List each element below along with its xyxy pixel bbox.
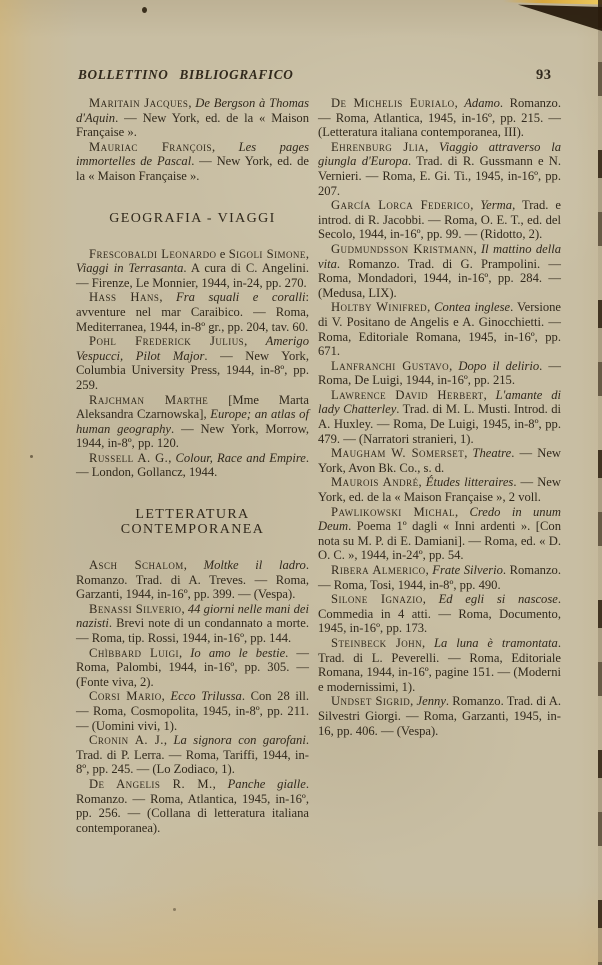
entry-imprint: , [178, 645, 191, 660]
entry-imprint: , [464, 446, 473, 461]
bibliography-entry [318, 694, 561, 738]
entry-author: Maurois André [331, 475, 419, 490]
entry-imprint: , [473, 241, 481, 256]
entry-imprint: . — London, Gollancz, 1944. [76, 450, 310, 480]
bibliography-entry [76, 290, 309, 334]
entry-author: Rajchman Marthe [89, 392, 209, 407]
entry-title: Yerma [480, 198, 513, 213]
entry-imprint: . Poema 1º dagli « Inni ardenti ». [Con nota su M. P. di E. Damiani]. — Roma, ed. « D. O. C. », 1944, in-24º, pp. 54. [318, 519, 561, 563]
entry-imprint: . Con 28 ill. — Roma, Cosmopolita, 1945, in-8º, pp. 211. — (Uomini vivi, 1). [76, 689, 310, 733]
entry-imprint: . — Roma, De Luigi, 1944, in-16º, pp. 215. [318, 358, 561, 388]
entry-title: Europe; an atlas of human geography [76, 407, 309, 436]
bibliography-entry [318, 636, 561, 694]
bibliography-entry [76, 393, 309, 451]
entry-imprint: , [244, 334, 266, 349]
entry-imprint: , [454, 96, 465, 110]
entry-imprint: , [163, 733, 174, 748]
scan-right-edge-shadow [598, 0, 602, 965]
entry-title: Colour, Race and Empire [175, 450, 306, 465]
bibliography-entry [76, 247, 309, 291]
entry-author: Steinbeck John [331, 635, 423, 650]
entry-imprint: , [427, 300, 435, 315]
entry-author: Maugham W. Somerset [331, 446, 465, 461]
page-number: 93 [536, 67, 552, 83]
bibliography-entry [318, 300, 561, 358]
entry-author: Pawlikowski Michal [331, 504, 455, 519]
entry-author: De Angelis R. M. [89, 776, 213, 791]
entry-imprint: . Versione di V. Positano de Angelis e A. Ginocchietti. — Roma, Editoriale Romana, 1945, in-16º, pp. 671. [318, 300, 562, 359]
bibliography-entry [318, 388, 561, 446]
section-heading: LETTERATURA CONTEMPORANEA [120, 507, 265, 538]
entry-imprint: [Mme Marta Aleksandra Czarnowska], [76, 392, 309, 422]
entry-imprint: , [418, 475, 426, 490]
entry-imprint: , [305, 246, 309, 261]
entry-author: Undset Sigrid [331, 694, 411, 709]
bibliography-entry [318, 96, 561, 140]
entry-author: Ehrenburg Jlia [331, 139, 426, 154]
entry-author: Lawrence David Herbert [331, 387, 484, 402]
entry-imprint: . Romanzo. Trad. di G. Prampolini. — Roma, Mondadori, 1944, in-16º, pp. 284. — (Medusa, LIX). [318, 256, 561, 300]
entry-imprint: : avventure nel mar Caraibico. — Roma, Mediterranea, 1944, in-8º gr., pp. 204, tav. 60. [76, 290, 310, 334]
entry-author: García Lorca Federico [331, 198, 471, 213]
entry-imprint: . Romanzo. — Roma, Tosi, 1944, in-8º, pp. 490. [318, 563, 562, 592]
entry-author: Asch Schalom [89, 558, 184, 573]
entry-title: 44 giorni nelle mani dei nazisti [76, 601, 310, 631]
entry-author: Ribera Almerico [331, 563, 426, 577]
entry-author: Sigoli Simone [228, 246, 306, 261]
entry-title: Les pages immortelles de Pascal [76, 139, 310, 169]
bibliography-entry [76, 646, 309, 690]
section-heading: GEOGRAFIA - VIAGGI [109, 210, 276, 226]
entry-imprint: . — New York, ed. de la « Maison Française », 2 voll. [318, 475, 561, 505]
paper-speck [173, 908, 176, 911]
left-column [76, 96, 309, 835]
entry-title: Panche gialle [227, 776, 306, 791]
entry-title: Theatre [472, 446, 512, 461]
bibliography-entry [76, 558, 309, 602]
entry-title: Moltke il ladro [203, 558, 306, 573]
entry-imprint: , [212, 776, 228, 791]
entry-imprint: , [161, 689, 171, 704]
entry-imprint: . Romanzo. Trad. di A. Silvestri Giorgi. — Roma, Garzanti, 1945, in-16, pp. 406. — (Vespa). [318, 694, 561, 738]
entry-author: Gudmundsson Kristmann [331, 241, 474, 256]
entry-imprint: , [168, 450, 176, 465]
bibliography-entry [318, 475, 561, 504]
page-corner-gold-edge [503, 0, 602, 6]
entry-imprint: . — New York, Morrow, 1944, in-8º, pp. 120. [76, 421, 309, 451]
running-head-title: BOLLETTINO BIBLIOGRAFICO [78, 67, 294, 82]
entry-imprint: . Commedia in 4 atti. — Roma, Documento, 1945, in-16º, pp. 173. [318, 592, 561, 636]
bibliography-entry [318, 242, 561, 300]
entry-title: Frate Silverio [432, 563, 503, 577]
bibliography-entry [76, 733, 309, 777]
bibliography-entry [318, 198, 561, 242]
entry-imprint: . Romanzo. — Roma, Atlantica, 1945, in-16º, pp. 215. — (Letteratura italiana contemporanea, III). [318, 96, 562, 140]
entry-imprint: , [422, 635, 435, 650]
entry-imprint: . — New York, Avon Bk. Co., s. d. [318, 446, 562, 475]
entry-imprint: . — New York, ed. de la « Maison Française ». [76, 110, 309, 140]
entry-title: La luna è tramontata [434, 635, 558, 650]
entry-imprint: , Trad. e introd. di R. Jacobbi. — Roma, O. E. T., ed. del Secolo, 1944, in-16º, pp. 99. — (Ridotto, 2). [318, 198, 561, 242]
bibliography-entry [318, 140, 561, 198]
entry-author: De Michelis Eurialo [331, 96, 455, 110]
entry-author: Silone Ignazio [331, 592, 423, 607]
entry-title: Dopo il delirio [458, 358, 540, 373]
entry-imprint: , [181, 601, 188, 616]
entry-imprint: . Trad. di M. L. Musti. Introd. di A. Huxley. — Roma, De Luigi, 1945, in-8º, pp. 479. — (Narratori stranieri, 1). [318, 402, 561, 446]
entry-author: Mauriac François [89, 139, 212, 154]
entry-title: La signora con garofani [173, 733, 306, 748]
entry-author: Lanfranchi Gustavo [331, 358, 450, 373]
entry-imprint: , [422, 592, 439, 607]
entry-author: Cronin A. J. [89, 733, 164, 748]
entry-imprint: . — New York, ed. de la « Maison Française ». [76, 154, 309, 183]
entry-imprint: . Brevi note di un condannato a morte. — Roma, tip. Rossi, 1944, in-16º, pp. 144. [76, 616, 309, 646]
entry-title: Amerigo Vespucci, Pilot Major [76, 334, 310, 363]
entry-imprint: e [216, 246, 229, 261]
entry-title: Études litteraires [425, 475, 514, 490]
bibliography-entry [76, 451, 309, 480]
entry-author: Pohl Frederick Julius [89, 334, 245, 349]
entry-imprint: , [183, 558, 204, 573]
entry-imprint: , [470, 198, 481, 213]
entry-imprint: . A cura di C. Angelini. — Firenze, Le Monnier, 1944, in-24, pp. 270. [76, 261, 309, 290]
bibliography-entry [318, 592, 561, 636]
entry-author: Corsi Mario [89, 689, 162, 704]
entry-imprint: , [188, 96, 196, 110]
entry-imprint: , [211, 139, 239, 154]
entry-title: Viaggi in Terrasanta [76, 261, 184, 276]
entry-title: Fra squali e coralli [176, 290, 306, 305]
entry-imprint: , [449, 358, 459, 373]
entry-title: Jenny [416, 694, 446, 709]
bibliography-entry [76, 777, 309, 835]
entry-title: L'amante di lady Chatterley [318, 387, 562, 417]
entry-title: Ecco Trilussa [170, 689, 242, 704]
entry-imprint: , [454, 504, 470, 519]
bibliography-entry [76, 140, 309, 184]
entry-imprint: , [159, 290, 177, 305]
bibliography-entry [318, 505, 561, 563]
bibliography-entry [76, 602, 309, 646]
entry-title: Viaggio attraverso la giungla d'Europa [318, 139, 562, 169]
entry-imprint: . Trad. di L. Peverelli. — Roma, Editoriale Romana, 1944, in-16º, pagine 151. — (Moderni e modernissimi, 1). [318, 635, 561, 694]
entry-imprint: . — New York, Columbia University Press, 1944, in-8º, pp. 259. [76, 348, 309, 392]
paper-speck [142, 7, 147, 13]
entry-imprint: . Romanzo. — Roma, Atlantica, 1945, in-16º, pp. 256. — (Collana di letteratura italiana contemporanea). [76, 776, 310, 835]
bibliography-entry [76, 96, 309, 140]
bibliography-entry [318, 563, 561, 592]
bibliography-entry [318, 446, 561, 475]
entry-title: Contea inglese [434, 300, 511, 315]
entry-author: Benassi Silverio [89, 601, 182, 616]
entry-title: Il mattino della vita [318, 241, 562, 271]
entry-title: Ed egli si nascose [438, 592, 558, 607]
entry-imprint: . Trad. di P. Lerra. — Roma, Tariffi, 1944, in-8º, pp. 245. — (Lo Zodiaco, 1). [76, 733, 310, 777]
entry-imprint: . — Roma, Palombi, 1944, in-16º, pp. 305. — (Fonte viva, 2). [76, 645, 310, 689]
entry-author: Maritain Jacques [89, 96, 189, 110]
entry-title: Credo in unum Deum [318, 504, 561, 534]
bibliography-entry [76, 334, 309, 392]
bibliography-entry [76, 689, 309, 733]
entry-title: De Bergson à Thomas d'Aquin [76, 96, 310, 125]
entry-imprint: , [483, 387, 496, 402]
entry-imprint: , [425, 563, 433, 577]
entry-imprint: , [425, 139, 440, 154]
right-column [318, 96, 561, 738]
paper-speck [30, 455, 33, 458]
entry-imprint: . Romanzo. Trad. di A. Treves. — Roma, Garzanti, 1944, in-16º, pp. 399. — (Vespa). [76, 558, 309, 602]
entry-imprint: , [410, 694, 417, 709]
entry-title: Io amo le bestie [190, 645, 286, 660]
entry-title: Adamo [464, 96, 500, 110]
entry-author: Frescobaldi Leonardo [89, 246, 217, 261]
page-corner-shadow [518, 1, 602, 31]
entry-imprint: . Trad. di R. Gussmann e N. Vernieri. — Roma, E. Gi. Ti., 1945, in-16º, pp. 207. [318, 154, 562, 198]
entry-author: Hass Hans [89, 290, 160, 305]
entry-author: Chìbbard Luigi [89, 645, 179, 660]
bibliography-entry [318, 359, 561, 388]
entry-author: Holtby Winifred [331, 300, 428, 315]
entry-author: Russell A. G. [89, 450, 169, 465]
